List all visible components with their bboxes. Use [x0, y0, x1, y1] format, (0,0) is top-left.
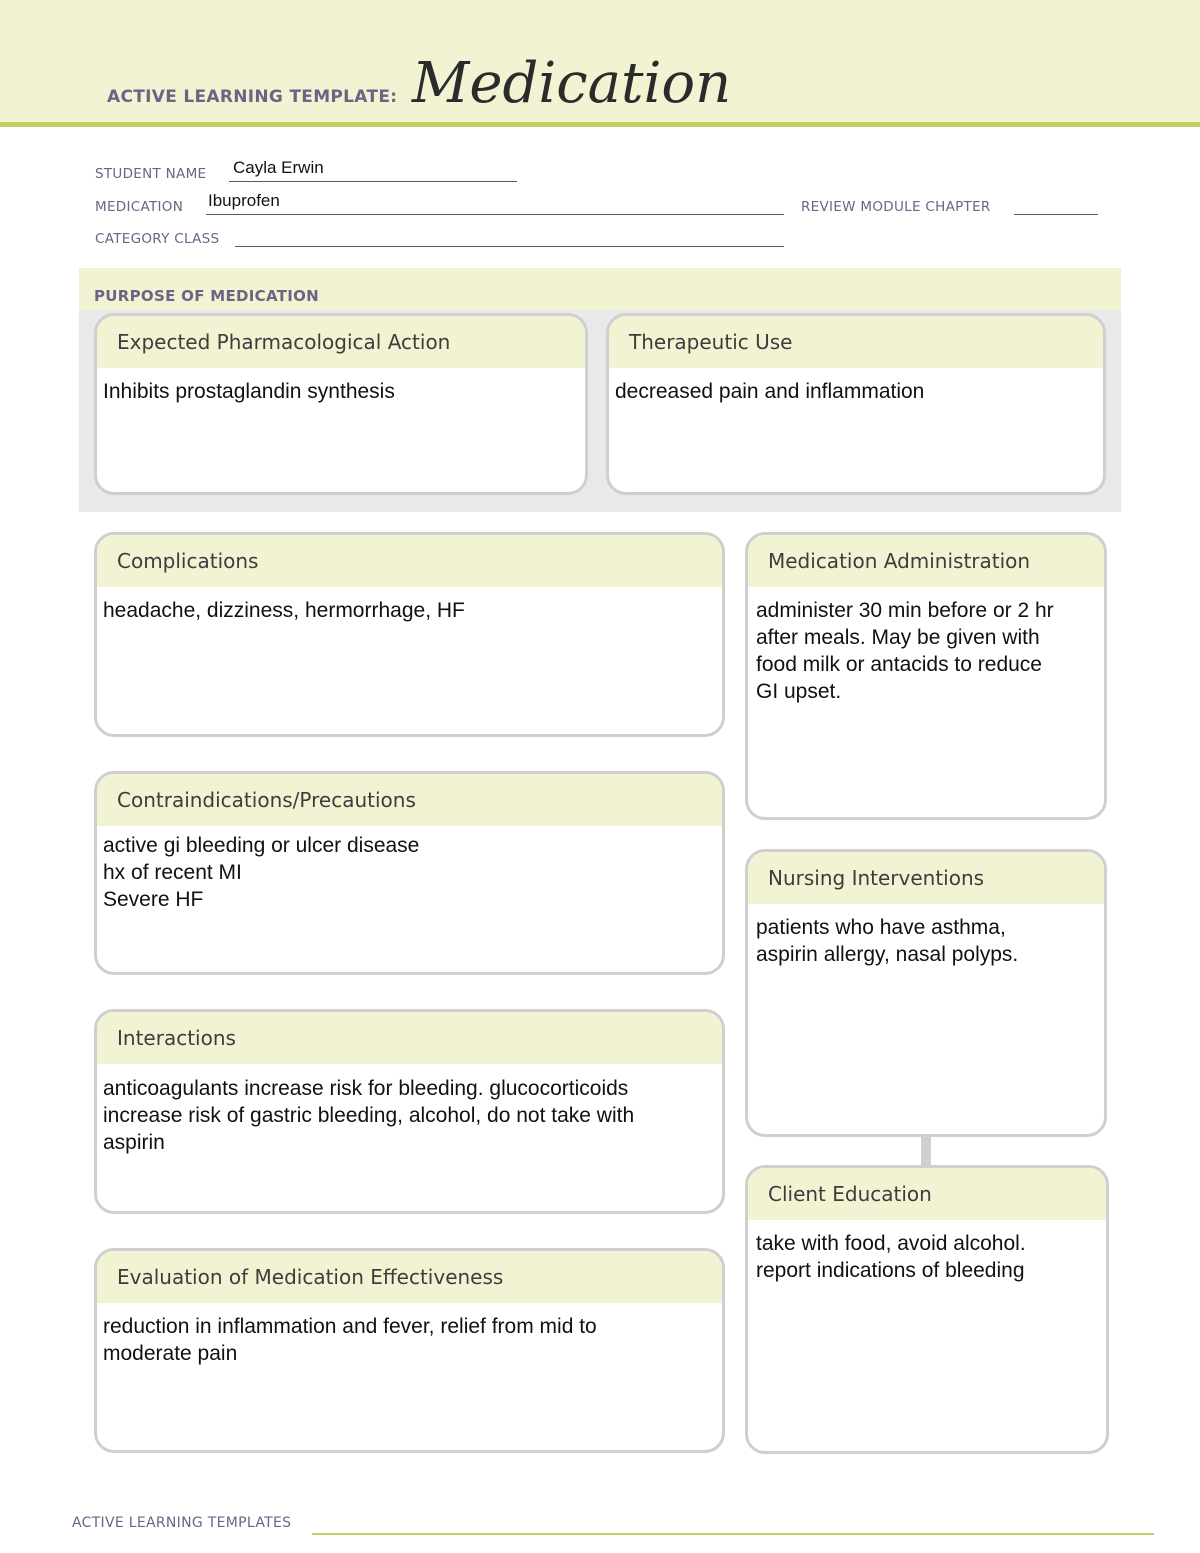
nursing-interventions-field[interactable]: patients who have asthma, aspirin allergy, nasal polyps.	[756, 916, 1019, 966]
student-name-line	[229, 181, 517, 182]
administration-title: Medication Administration	[748, 535, 1104, 587]
therapeutic-use-title: Therapeutic Use	[609, 316, 1103, 368]
footer-divider	[312, 1533, 1154, 1535]
nursing-interventions-card	[745, 849, 1107, 1137]
review-module-line	[1014, 214, 1098, 215]
student-name-field[interactable]: Cayla Erwin	[233, 158, 324, 177]
complications-card	[94, 532, 725, 737]
header-divider	[0, 122, 1200, 127]
expected-action-card	[94, 313, 588, 495]
expected-action-field[interactable]: Inhibits prostaglandin synthesis	[103, 380, 395, 403]
client-education-field[interactable]: take with food, avoid alcohol. report indications of bleeding	[756, 1232, 1026, 1282]
nursing-interventions-title: Nursing Interventions	[748, 852, 1104, 904]
purpose-label: PURPOSE OF MEDICATION	[94, 287, 320, 305]
client-education-card	[745, 1165, 1109, 1454]
interactions-card	[94, 1009, 725, 1214]
evaluation-title: Evaluation of Medication Effectiveness	[97, 1251, 722, 1303]
medication-field[interactable]: Ibuprofen	[208, 191, 280, 210]
therapeutic-use-field[interactable]: decreased pain and inflammation	[615, 380, 925, 403]
complications-title: Complications	[97, 535, 722, 587]
evaluation-card	[94, 1248, 725, 1453]
student-name-label: STUDENT NAME	[95, 166, 207, 182]
therapeutic-use-card	[606, 313, 1106, 495]
interactions-title: Interactions	[97, 1012, 722, 1064]
footer-label: ACTIVE LEARNING TEMPLATES	[72, 1515, 292, 1531]
administration-card	[745, 532, 1107, 820]
card-connector	[921, 1134, 931, 1166]
complications-field[interactable]: headache, dizziness, hermorrhage, HF	[103, 599, 465, 622]
interactions-field[interactable]: anticoagulants increase risk for bleeding. glucocorticoids increase risk of gastric bleeding, alcohol, do not take with aspirin	[103, 1077, 635, 1154]
category-class-label: CATEGORY CLASS	[95, 231, 220, 247]
contraindications-field[interactable]: active gi bleeding or ulcer disease hx of recent MI Severe HF	[103, 834, 420, 911]
evaluation-field[interactable]: reduction in inflammation and fever, relief from mid to moderate pain	[103, 1315, 597, 1365]
page-title: Medication	[412, 51, 732, 116]
contraindications-card	[94, 771, 725, 975]
medication-label: MEDICATION	[95, 199, 184, 215]
medication-line	[206, 214, 784, 215]
expected-action-title: Expected Pharmacological Action	[97, 316, 585, 368]
administration-field[interactable]: administer 30 min before or 2 hr after meals. May be given with food milk or antacids to reduce GI upset.	[756, 599, 1054, 703]
category-class-line	[235, 246, 784, 247]
review-module-label: REVIEW MODULE CHAPTER	[801, 199, 991, 215]
client-education-title: Client Education	[748, 1168, 1106, 1220]
template-label: ACTIVE LEARNING TEMPLATE:	[107, 87, 398, 107]
contraindications-title: Contraindications/Precautions	[97, 774, 722, 826]
